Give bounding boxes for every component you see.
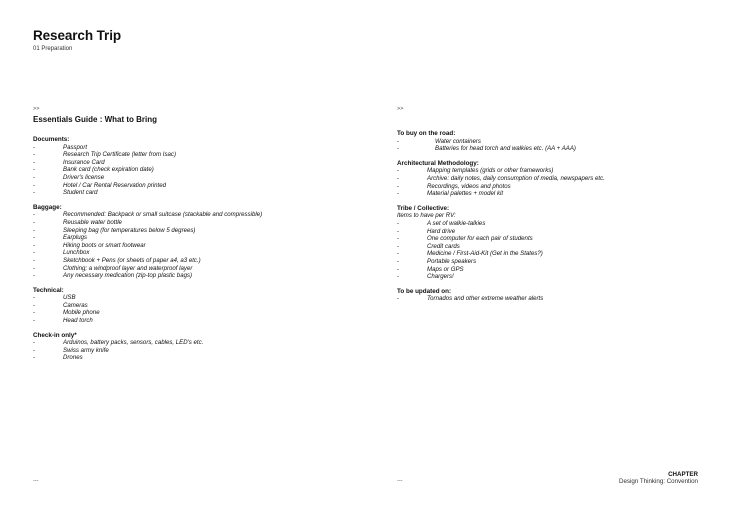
bullet-dash: - bbox=[397, 242, 400, 250]
list-item bbox=[397, 220, 717, 228]
list-item bbox=[397, 235, 717, 243]
list-item-text: Maps or GPS bbox=[427, 265, 464, 273]
bullet-dash: - bbox=[397, 227, 400, 235]
list-item-text: Lunchbox bbox=[63, 249, 90, 257]
section-heading: Check-in only* bbox=[33, 331, 77, 339]
list-item bbox=[33, 166, 353, 174]
list-item-text: Recordings, videos and photos bbox=[427, 182, 511, 190]
page-subtitle: 01 Preparation bbox=[33, 46, 73, 52]
bullet-dash: - bbox=[397, 273, 400, 281]
list-item bbox=[33, 317, 353, 325]
section-note: Items to have per RV: bbox=[397, 212, 456, 220]
list-section bbox=[397, 288, 717, 303]
chapter-subtitle: Design Thinking: Convention bbox=[619, 478, 698, 485]
list-item-text: Archive: daily notes, daily consumption of media, newspapers etc. bbox=[427, 174, 605, 182]
list-item-text: Reusable water bottle bbox=[63, 218, 122, 226]
list-item bbox=[33, 174, 353, 182]
page-title: Research Trip bbox=[33, 28, 121, 43]
list-item bbox=[33, 302, 353, 310]
section-heading: Architectural Methodology: bbox=[397, 159, 479, 167]
bullet-dash: - bbox=[33, 241, 36, 249]
list-item bbox=[397, 167, 717, 175]
list-item bbox=[397, 190, 717, 198]
list-item bbox=[33, 144, 353, 152]
list-item bbox=[397, 250, 717, 258]
footer-marker-left: --- bbox=[33, 478, 39, 484]
list-item bbox=[33, 265, 353, 273]
list-item bbox=[33, 227, 353, 235]
list-item-text: Passport bbox=[63, 143, 88, 151]
list-item-text: Swiss army knife bbox=[63, 346, 109, 354]
list-item-text: Head torch bbox=[63, 317, 93, 325]
bullet-dash: - bbox=[33, 339, 36, 347]
bullet-dash: - bbox=[33, 211, 36, 219]
bullet-dash: - bbox=[397, 174, 400, 182]
list-item bbox=[397, 138, 717, 146]
section-heading: To be updated on: bbox=[397, 287, 452, 295]
list-item bbox=[33, 309, 353, 317]
list-item-text: Hiking boots or smart footwear bbox=[63, 241, 146, 249]
bullet-dash: - bbox=[397, 182, 400, 190]
list-section bbox=[397, 205, 717, 281]
bullet-dash: - bbox=[397, 295, 400, 303]
list-item-text: Mobile phone bbox=[63, 309, 100, 317]
list-item-text: Drones bbox=[63, 354, 83, 362]
bullet-dash: - bbox=[33, 249, 36, 257]
list-item bbox=[33, 294, 353, 302]
list-item bbox=[33, 249, 353, 257]
list-item-text: Any necessary medication (zip-top plastic bags) bbox=[63, 272, 193, 280]
bullet-dash: - bbox=[33, 166, 36, 174]
list-item bbox=[33, 354, 353, 362]
bullet-dash: - bbox=[397, 257, 400, 265]
list-item bbox=[33, 234, 353, 242]
bullet-dash: - bbox=[397, 145, 400, 153]
bullet-dash: - bbox=[397, 167, 400, 175]
list-item-text: One computer for each pair of students bbox=[427, 235, 533, 243]
bullet-dash: - bbox=[33, 234, 36, 242]
bullet-dash: - bbox=[397, 250, 400, 258]
list-item-text: Insurance Card bbox=[63, 158, 105, 166]
section-heading: Tribe / Collective: bbox=[397, 204, 450, 212]
list-section bbox=[33, 204, 353, 280]
bullet-dash: - bbox=[33, 143, 36, 151]
list-item bbox=[33, 159, 353, 167]
bullet-dash: - bbox=[33, 218, 36, 226]
list-item-text: Mapping templates (grids or other frameworks) bbox=[427, 167, 554, 175]
bullet-dash: - bbox=[33, 173, 36, 181]
bullet-dash: - bbox=[397, 137, 400, 145]
list-section bbox=[33, 136, 353, 197]
list-item bbox=[33, 272, 353, 280]
list-item-text: Driver's license bbox=[63, 173, 105, 181]
bullet-dash: - bbox=[33, 272, 36, 280]
list-item bbox=[397, 175, 717, 183]
list-item-text: Tornados and other extreme weather alerts bbox=[427, 295, 544, 303]
chapter-label: CHAPTER bbox=[668, 471, 698, 478]
list-item-text: Arduinos, battery packs, sensors, cables, LED's etc. bbox=[63, 339, 204, 347]
bullet-dash: - bbox=[33, 181, 36, 189]
list-item bbox=[397, 295, 717, 303]
list-section bbox=[397, 160, 717, 198]
list-item-text: Chargers! bbox=[427, 273, 454, 281]
list-item-text: Student card bbox=[63, 189, 98, 197]
footer-marker-right: --- bbox=[397, 478, 403, 484]
list-section bbox=[33, 287, 353, 325]
bullet-dash: - bbox=[33, 346, 36, 354]
bullet-dash: - bbox=[33, 309, 36, 317]
list-item bbox=[397, 228, 717, 236]
guide-title: Essentials Guide : What to Bring bbox=[33, 115, 158, 124]
list-item-text: Medicine / First-Aid-Kit (Get in the States?) bbox=[427, 250, 543, 258]
list-item-text: USB bbox=[63, 294, 76, 302]
bullet-dash: - bbox=[397, 265, 400, 273]
list-item bbox=[33, 182, 353, 190]
list-item-text: Water containers bbox=[435, 137, 481, 145]
section-heading: Technical: bbox=[33, 286, 64, 294]
list-item bbox=[33, 151, 353, 159]
list-item-text: Bank card (check expiration date) bbox=[63, 166, 154, 174]
list-item-text: Clothing; a windproof layer and waterproof layer bbox=[63, 264, 193, 272]
list-item bbox=[33, 339, 353, 347]
list-item bbox=[33, 211, 353, 219]
bullet-dash: - bbox=[33, 354, 36, 362]
list-item-text: Portable speakers bbox=[427, 257, 477, 265]
bullet-dash: - bbox=[33, 151, 36, 159]
bullet-dash: - bbox=[33, 294, 36, 302]
list-item bbox=[397, 258, 717, 266]
bullet-dash: - bbox=[33, 256, 36, 264]
list-item-text: Research Trip Certificate (letter from Isac) bbox=[63, 151, 176, 159]
bullet-dash: - bbox=[33, 226, 36, 234]
list-item bbox=[33, 189, 353, 197]
list-item-text: Hotel / Car Rental Reservation printed bbox=[63, 181, 166, 189]
list-item-text: Credit cards bbox=[427, 242, 460, 250]
bullet-dash: - bbox=[397, 235, 400, 243]
list-item bbox=[397, 273, 717, 281]
list-item-text: A set of walkie-talkies bbox=[427, 219, 486, 227]
list-item bbox=[33, 257, 353, 265]
bullet-dash: - bbox=[397, 219, 400, 227]
list-item-text: Recommended: Backpack or small suitcase (stackable and compressible) bbox=[63, 211, 263, 219]
section-marker-left: >> bbox=[33, 106, 40, 112]
right-column bbox=[397, 130, 717, 310]
list-item-text: Material palettes + model kit bbox=[427, 190, 504, 198]
section-marker-right: >> bbox=[397, 106, 404, 112]
left-column bbox=[33, 136, 353, 369]
list-section bbox=[33, 332, 353, 362]
bullet-dash: - bbox=[33, 317, 36, 325]
bullet-dash: - bbox=[397, 190, 400, 198]
bullet-dash: - bbox=[33, 264, 36, 272]
section-heading: Documents: bbox=[33, 136, 70, 143]
list-item-text: Sleeping bag (for temperatures below 5 degrees) bbox=[63, 226, 196, 234]
list-item-text: Sketchbook + Pens (or sheets of paper a4, a3 etc.) bbox=[63, 256, 201, 264]
list-item-text: Batteries for head torch and walkies etc. (AA + AAA) bbox=[435, 145, 576, 153]
list-item bbox=[397, 183, 717, 191]
bullet-dash: - bbox=[33, 158, 36, 166]
bullet-dash: - bbox=[33, 301, 36, 309]
list-item bbox=[33, 347, 353, 355]
list-section bbox=[397, 130, 717, 153]
list-item-text: Cameras bbox=[63, 301, 88, 309]
section-heading: To buy on the road: bbox=[397, 130, 456, 137]
list-item bbox=[397, 266, 717, 274]
list-item bbox=[33, 242, 353, 250]
list-item bbox=[397, 145, 717, 153]
list-item-text: Hard drive bbox=[427, 227, 456, 235]
list-item bbox=[33, 219, 353, 227]
section-heading: Baggage: bbox=[33, 203, 62, 211]
list-item bbox=[397, 243, 717, 251]
bullet-dash: - bbox=[33, 189, 36, 197]
chapter-footer bbox=[619, 471, 698, 485]
list-item-text: Earplugs bbox=[63, 234, 88, 242]
